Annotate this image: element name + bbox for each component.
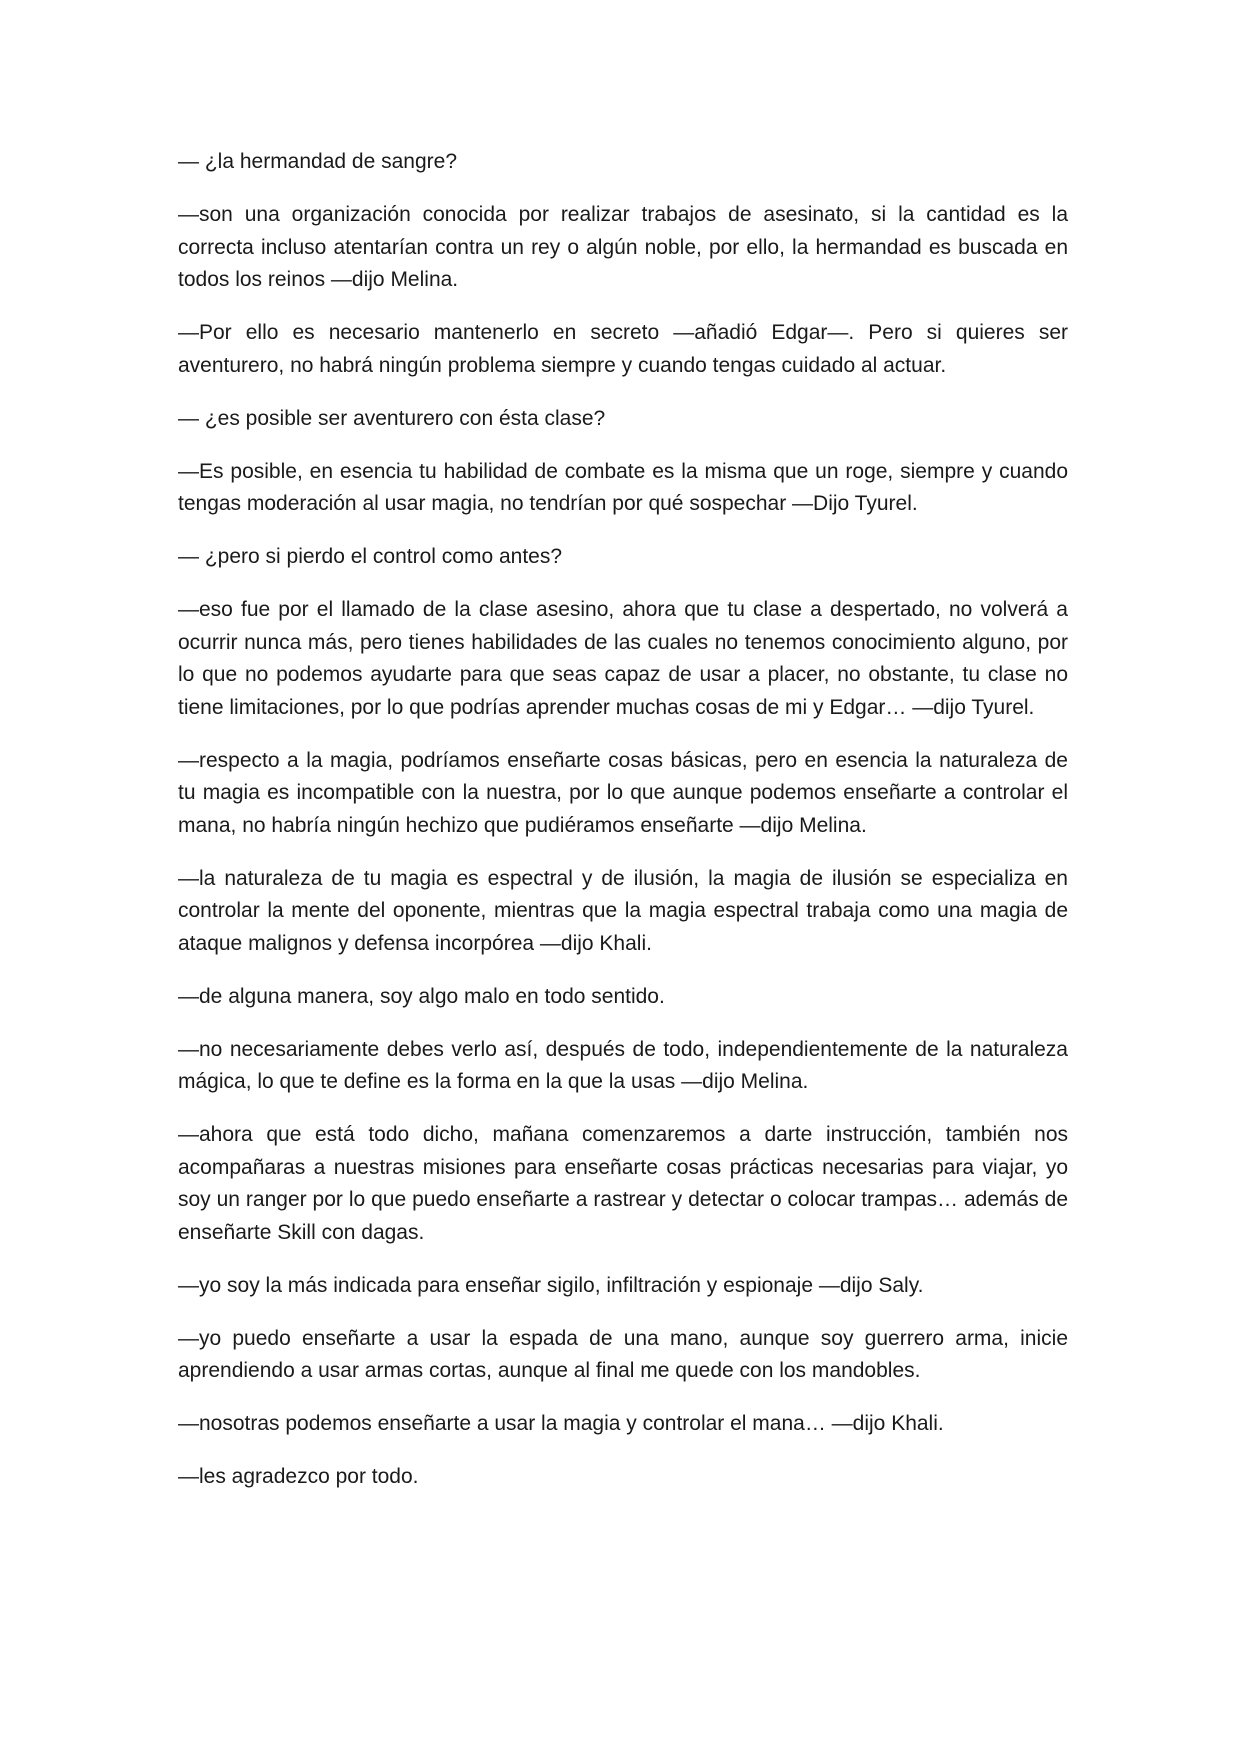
paragraph-16: —les agradezco por todo. bbox=[178, 1465, 419, 1488]
paragraph-15: —nosotras podemos enseñarte a usar la magia y controlar el mana… —dijo Khali. bbox=[178, 1412, 944, 1435]
paragraph-1: — ¿la hermandad de sangre? bbox=[178, 150, 457, 173]
document-body bbox=[178, 146, 1068, 1514]
paragraph-6: — ¿pero si pierdo el control como antes? bbox=[178, 545, 563, 568]
paragraph-5: —Es posible, en esencia tu habilidad de combate es la misma que un roge, siempre y cuando tengas moderación al usar magia, no tendrían por qué sospechar —Dijo Tyurel. bbox=[178, 459, 1068, 515]
paragraph-11: —no necesariamente debes verlo así, después de todo, independientemente de la naturaleza mágica, lo que te define es la forma en la que la usas —dijo Melina. bbox=[178, 1037, 1068, 1093]
paragraph-12: —ahora que está todo dicho, mañana comenzaremos a darte instrucción, también nos acompañaras a nuestras misiones para enseñarte cosas prácticas necesarias para viajar, yo soy un ranger por lo que puedo enseñarte a rastrear y detectar o colocar trampas… además de enseñarte Skill con dagas. bbox=[178, 1123, 1068, 1244]
paragraph-7: —eso fue por el llamado de la clase asesino, ahora que tu clase a despertado, no volverá a ocurrir nunca más, pero tienes habilidades de las cuales no tenemos conocimiento alguno, por lo que no podemos ayudarte para que seas capaz de usar a placer, no obstante, tu clase no tiene limitaciones, por lo que podrías aprender muchas cosas de mi y Edgar… —dijo Tyurel. bbox=[178, 598, 1068, 719]
paragraph-9: —la naturaleza de tu magia es espectral y de ilusión, la magia de ilusión se especializa en controlar la mente del oponente, mientras que la magia espectral trabaja como una magia de ataque malignos y defensa incorpórea —dijo Khali. bbox=[178, 866, 1068, 955]
paragraph-10: —de alguna manera, soy algo malo en todo sentido. bbox=[178, 984, 665, 1008]
paragraph-13: —yo soy la más indicada para enseñar sigilo, infiltración y espionaje —dijo Saly. bbox=[178, 1273, 924, 1297]
paragraph-3: —Por ello es necesario mantenerlo en secreto —añadió Edgar—. Pero si quieres ser aventurero, no habrá ningún problema siempre y cuando tengas cuidado al actuar. bbox=[178, 321, 1068, 377]
paragraph-8: —respecto a la magia, podríamos enseñarte cosas básicas, pero en esencia la naturaleza de tu magia es incompatible con la nuestra, por lo que aunque podemos enseñarte a controlar el mana, no habría ningún hechizo que pudiéramos enseñarte —dijo Melina. bbox=[178, 748, 1068, 837]
paragraph-2: —son una organización conocida por realizar trabajos de asesinato, si la cantidad es la correcta incluso atentarían contra un rey o algún noble, por ello, la hermandad es buscada en todos los reinos —dijo Melina. bbox=[178, 203, 1068, 291]
paragraph-4: — ¿es posible ser aventurero con ésta clase? bbox=[178, 406, 606, 430]
paragraph-14: —yo puedo enseñarte a usar la espada de una mano, aunque soy guerrero arma, inicie aprendiendo a usar armas cortas, aunque al final me quede con los mandobles. bbox=[178, 1326, 1068, 1382]
